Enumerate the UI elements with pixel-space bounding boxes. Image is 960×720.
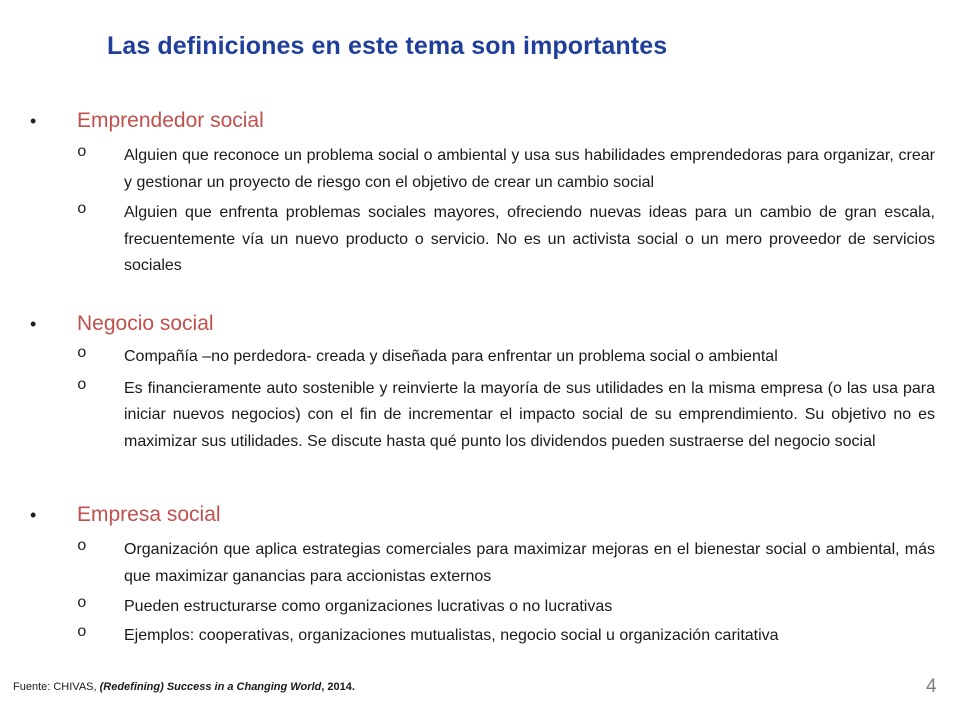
list-item-text: Compañía –no perdedora- creada y diseñada para enfrentar un problema social o ambiental: [124, 348, 778, 365]
page-number: 4: [926, 676, 937, 697]
source-suffix: , 2014.: [321, 681, 355, 693]
slide-title: Las definiciones en este tema son importantes: [107, 32, 668, 60]
section-heading: Emprendedor social: [77, 109, 264, 132]
list-item-text: Es financieramente auto sostenible y reinvierte la mayoría de sus utilidades en la misma empresa (o las usa para iniciar nuevos negocios) con el fin de incrementar el impacto social de su emprendimiento. Su objetivo no es maximizar sus utilidades. Se discute hasta qué punto los dividendos pueden sustraerse del negocio social: [124, 379, 935, 450]
bullet-icon: •: [30, 505, 37, 525]
sub-bullet-icon: o: [77, 622, 87, 641]
sub-bullet-icon: o: [77, 375, 87, 394]
list-item: [0, 143, 960, 196]
list-item-text: Alguien que enfrenta problemas sociales mayores, ofreciendo nuevas ideas para un cambio de gran escala, frecuentemente vía un nuevo producto o servicio. No es un activista social o un mero proveedor de servicios sociales: [124, 204, 935, 274]
list-item: [0, 344, 960, 371]
section-emprendedor-social: [0, 109, 960, 280]
sub-bullet-icon: o: [77, 344, 87, 362]
sub-bullet-icon: o: [77, 537, 87, 555]
bullet-icon: •: [30, 314, 37, 334]
list-item-text: Organización que aplica estrategias comerciales para maximizar mejoras en el bienestar social o ambiental, más que maximizar ganancias para accionistas externos: [124, 541, 935, 585]
section-negocio-social: [0, 312, 960, 455]
section-heading-row: [0, 312, 960, 336]
section-heading-row: [0, 503, 960, 527]
source-prefix: Fuente: CHIVAS,: [13, 681, 100, 693]
list-item: [0, 200, 960, 280]
section-heading-row: [0, 109, 960, 133]
list-item-text: Alguien que reconoce un problema social o ambiental y usa sus habilidades emprendedoras para organizar, crear y gestionar un proyecto de riesgo con el objetivo de crear un cambio social: [124, 147, 935, 191]
sub-bullet-icon: o: [77, 143, 87, 161]
list-item: [0, 376, 960, 456]
list-item-text: Ejemplos: cooperativas, organizaciones mutualistas, negocio social u organización caritativa: [124, 626, 779, 644]
bullet-icon: •: [30, 111, 37, 131]
section-empresa-social: [0, 503, 960, 649]
list-item-text: Pueden estructurarse como organizaciones lucrativas o no lucrativas: [124, 598, 613, 615]
source-work-title: (Redefining) Success in a Changing World: [99, 681, 322, 693]
list-item: [0, 537, 960, 590]
section-heading: Empresa social: [77, 503, 221, 526]
list-item: [0, 594, 960, 621]
list-item: [0, 623, 960, 650]
sub-bullet-icon: o: [77, 594, 87, 612]
sub-bullet-icon: o: [77, 200, 87, 218]
section-heading: Negocio social: [77, 312, 214, 335]
source-citation: [13, 681, 355, 693]
